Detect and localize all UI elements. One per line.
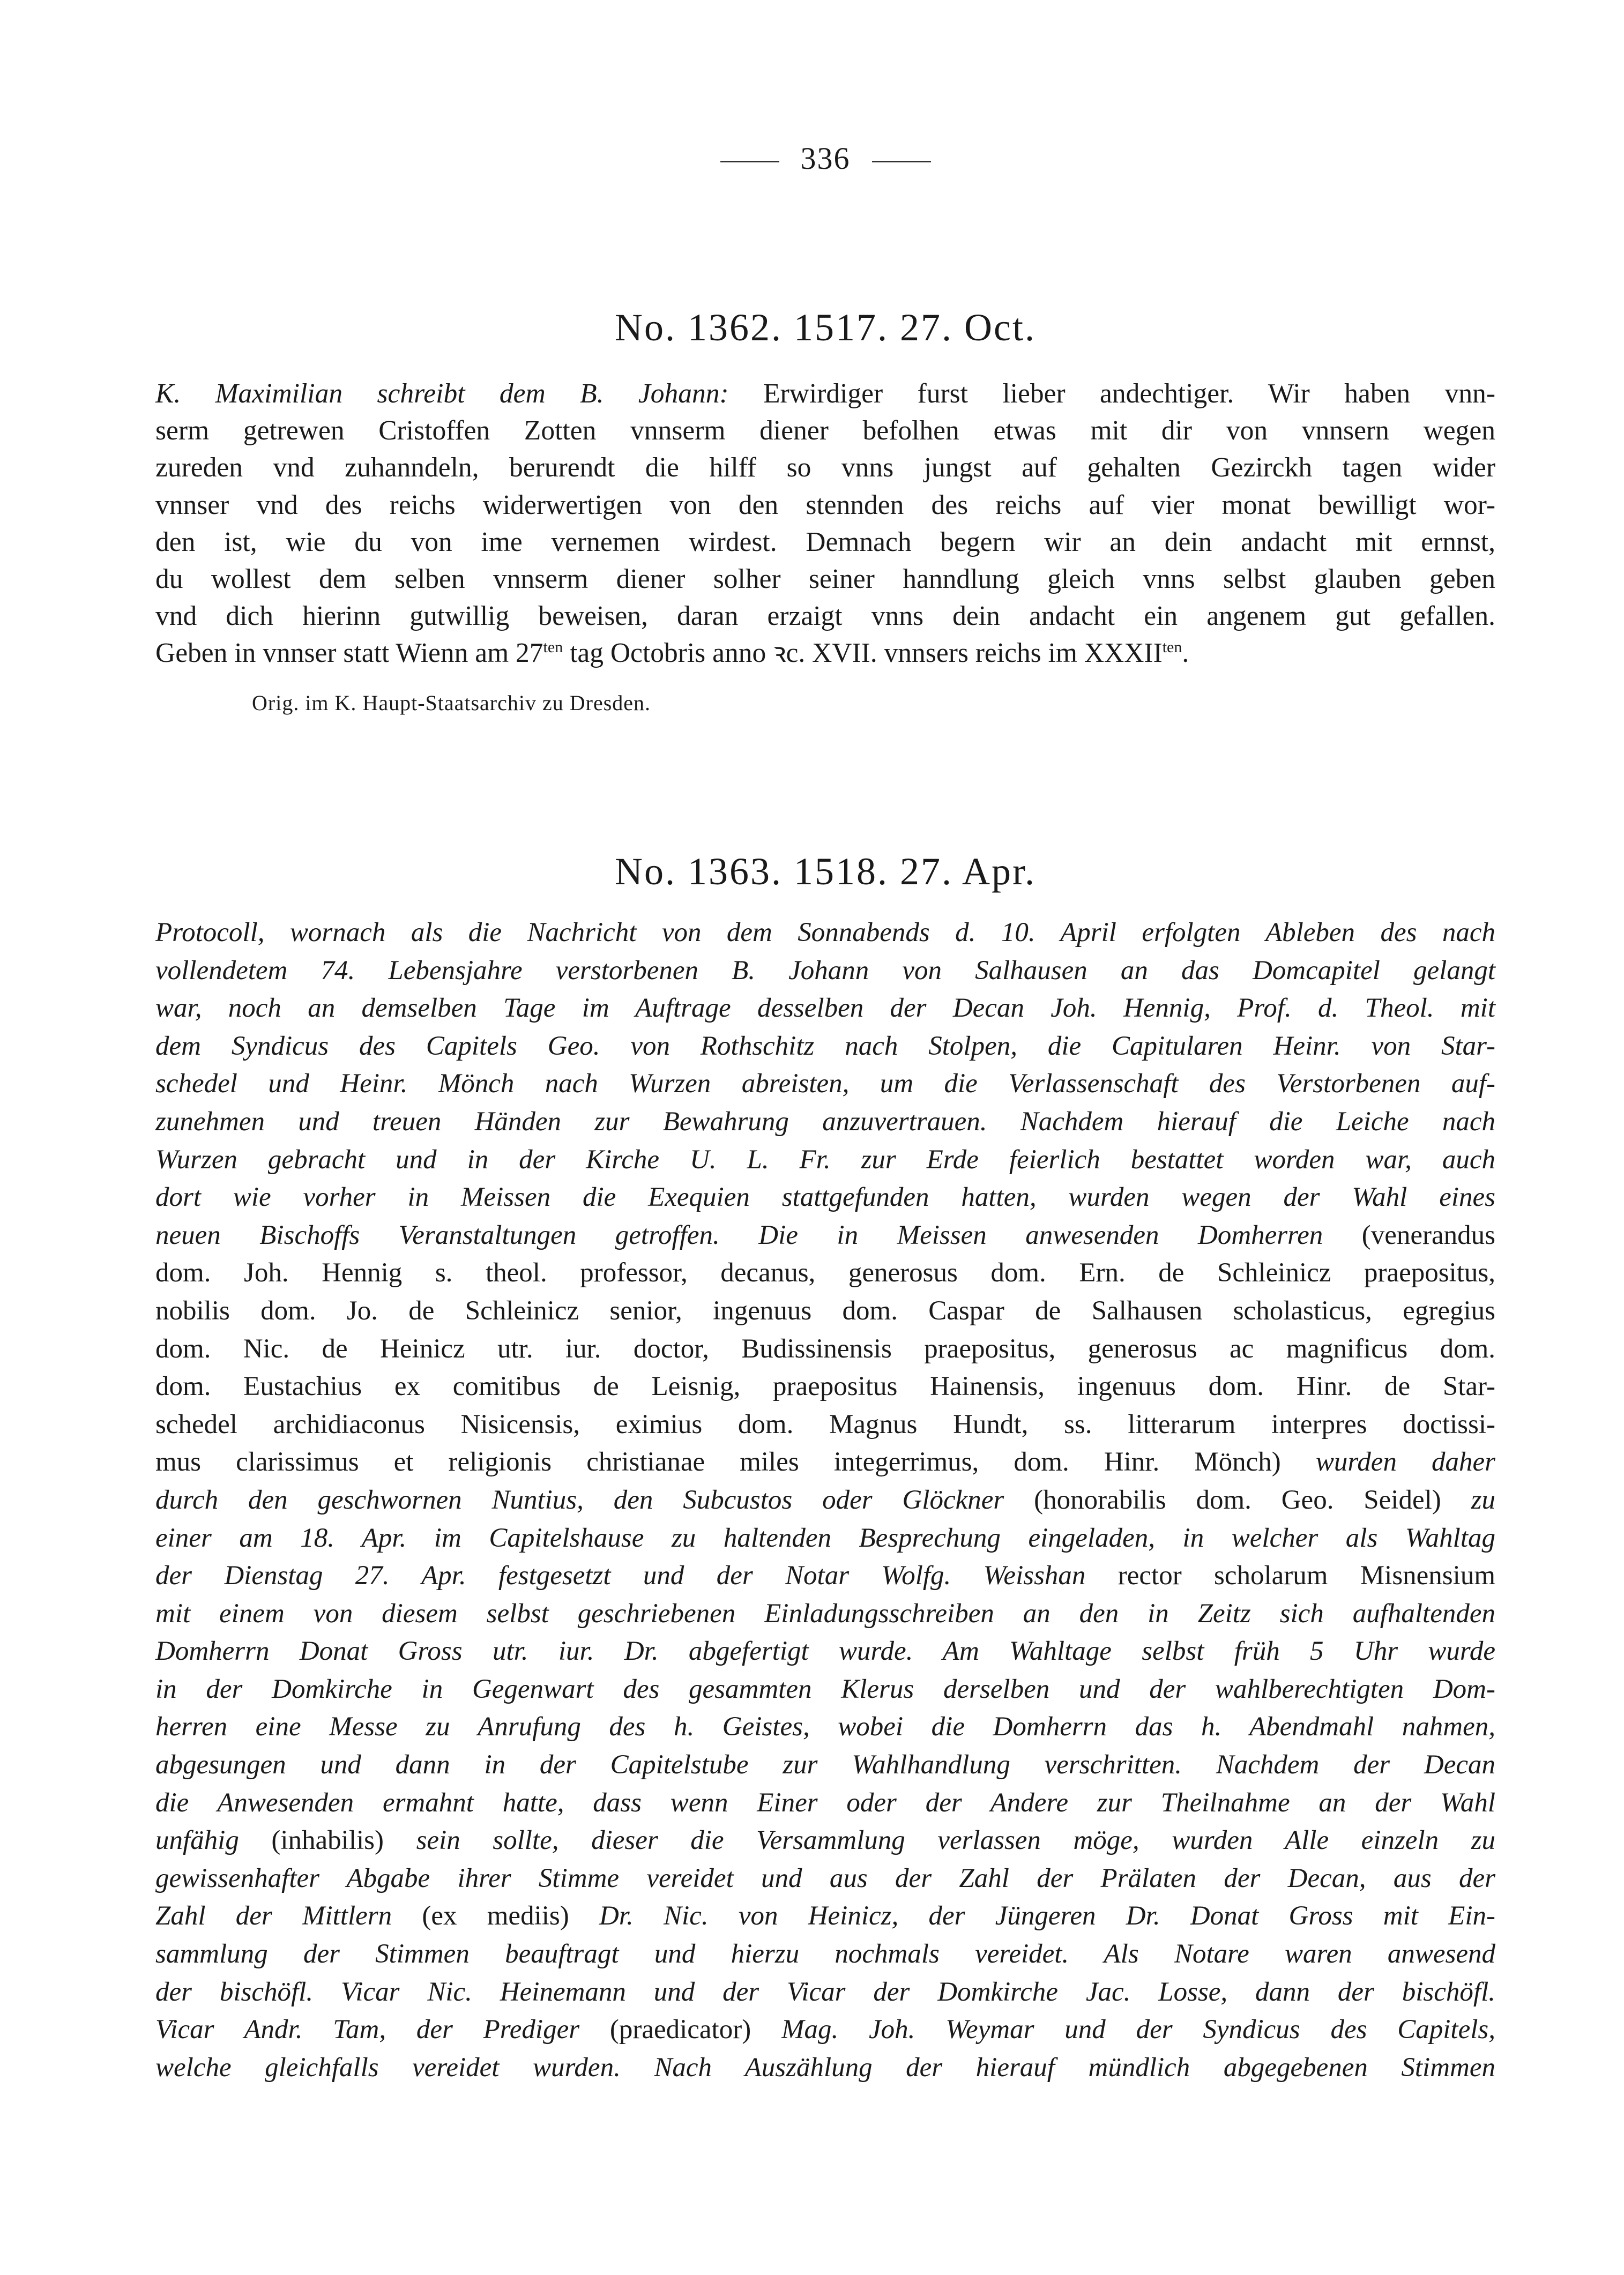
italic-text: sein sollte, dieser die Versammlung verlassen möge, wurden Alle einzeln zu: [416, 1825, 1495, 1856]
left-dash: [720, 161, 779, 162]
italic-text: Zahl der Mittlern: [155, 1901, 392, 1931]
text-line: [155, 1632, 1495, 1670]
italic-text: Nach Auszählung der hierauf mündlich abgegebenen Stimmen: [654, 2052, 1496, 2083]
italic-text: mit einem von diesem selbst geschriebenen Einladungsschreiben an den in Zeitz sich aufhaltenden: [155, 1598, 1495, 1629]
text-line: [155, 1708, 1495, 1746]
italic-text: Dr. Nic. von Heinicz, der Jüngeren Dr. Donat Gross mit Ein-: [599, 1901, 1495, 1931]
text-line: [155, 1519, 1495, 1557]
text-line: [155, 1292, 1495, 1330]
text-line: [155, 1481, 1495, 1519]
text-segment: dom. Joh. Hennig s. theol. professor, decanus, generosus dom. Ern. de Schleinicz praepositus,: [155, 1258, 1495, 1288]
italic-text: dem Syndicus des Capitels Geo. von Rothschitz nach Stolpen, die Capitularen Heinr. von Star-: [155, 1031, 1495, 1061]
text-line: [155, 1141, 1495, 1179]
italic-text: wurden daher: [1280, 1447, 1495, 1478]
text-segment: dom. Nic. de Heinicz utr. iur. doctor, Budissinensis praepositus, generosus ac magnificus dom.: [155, 1333, 1495, 1364]
text-line: [155, 1368, 1495, 1406]
page: [155, 0, 1495, 2275]
text-segment: tag Octobris anno ꝛc. XVII. vnnsers reichs im XXXII: [563, 638, 1163, 669]
superscript: ten: [1162, 638, 1182, 657]
italic-text: Vicar Andr. Tam, der Prediger: [155, 2015, 580, 2045]
italic-text: war, noch an demselben Tage im Auftrage desselben der Decan Joh. Hennig, Prof. d. Theol. mit: [155, 993, 1495, 1024]
text-line: [155, 914, 1495, 952]
text-line: [155, 1973, 1495, 2011]
text-line: [155, 1935, 1495, 1973]
italic-text: in der Domkirche in Gegenwart des gesammten Klerus derselben und der wahlberechtigten Dom-: [155, 1674, 1495, 1704]
italic-text: sammlung der Stimmen beauftragt und hierzu nochmals vereidet. Als Notare waren anwesend: [155, 1939, 1495, 1970]
text-segment: schedel archidiaconus Nisicensis, eximius dom. Magnus Hundt, ss. litterarum interpres doctissi-: [155, 1409, 1495, 1439]
text-line: [155, 1670, 1495, 1709]
text-line: [155, 1217, 1495, 1255]
italic-text: welche gleichfalls vereidet wurden.: [155, 2052, 621, 2083]
text-line: [155, 561, 1495, 598]
text-segment: (inhabilis): [239, 1825, 416, 1856]
superscript: ten: [543, 638, 563, 657]
text-segment: vnnser vnd des reichs widerwertigen von den stennden des reichs auf vier monat bewilligt wor-: [155, 489, 1495, 520]
text-line: [155, 952, 1495, 990]
text-segment: zureden vnd zuhanndeln, berurendt die hilff so vnns jungst auf gehalten Gezirckh tagen wider: [155, 452, 1495, 483]
italic-text: neuen Bischoffs Veranstaltungen getroffen. Die in Meissen anwesenden Domherren: [155, 1220, 1323, 1250]
italic-text: zunehmen und treuen Händen zur Bewahrung anzuvertrauen. Nachdem hierauf die Leiche nach: [155, 1106, 1495, 1137]
text-line: [155, 412, 1495, 449]
text-line: [155, 1330, 1495, 1368]
text-line: [155, 989, 1495, 1027]
italic-text: K. Maximilian schreibt dem B. Johann:: [155, 378, 729, 409]
italic-text: herren eine Messe zu Anrufung des h. Geistes, wobei die Domherrn das h. Abendmahl nahmen,: [155, 1712, 1495, 1742]
italic-text: der bischöfl. Vicar Nic. Heinemann und der Vicar der Domkirche Jac. Losse, dann der bischöfl.: [155, 1976, 1495, 2007]
italic-text: Mag. Joh. Weymar und der Syndicus des Capitels,: [781, 2015, 1496, 2045]
text-segment: vnd dich hierinn gutwillig beweisen, daran erzaigt vnns dein andacht ein angenem gut gefallen.: [155, 601, 1495, 632]
page-number: 336: [155, 140, 1495, 176]
text-line: [155, 1103, 1495, 1141]
text-segment: nobilis dom. Jo. de Schleinicz senior, ingenuus dom. Caspar de Salhausen scholasticus, egregius: [155, 1295, 1495, 1326]
text-line: [155, 1860, 1495, 1898]
italic-text: gewissenhafter Abgabe ihrer Stimme vereidet und aus der Zahl der Prälaten der Decan, aus der: [155, 1863, 1495, 1893]
italic-text: Domherrn Donat Gross utr. iur. Dr. abgefertigt wurde. Am Wahltage selbst früh 5 Uhr wurde: [155, 1636, 1495, 1667]
text-line: [155, 1595, 1495, 1633]
italic-text: abgesungen und dann in der Capitelstube zur Wahlhandlung verschritten. Nachdem der Decan: [155, 1750, 1495, 1780]
italic-text: unfähig: [155, 1825, 239, 1856]
text-segment: Erwirdiger furst lieber andechtiger. Wir haben vnn-: [728, 378, 1495, 409]
italic-text: die Anwesenden ermahnt hatte, dass wenn Einer oder der Andere zur Theilnahme an der Wahl: [155, 1787, 1495, 1818]
text-segment: mus clarissimus et religionis christianae miles integerrimus, dom. Hinr. Mönch): [155, 1447, 1281, 1478]
text-line: [155, 1897, 1495, 1935]
text-segment: serm getrewen Cristoffen Zotten vnnserm diener befolhen etwas mit dir von vnnsern wegen: [155, 415, 1495, 446]
text-segment: [621, 2053, 654, 2083]
text-line: [155, 449, 1495, 486]
text-line: [155, 1027, 1495, 1065]
text-line: [155, 375, 1495, 412]
text-line: [155, 1746, 1495, 1784]
text-segment: (honorabilis dom. Geo. Seidel): [1004, 1485, 1471, 1515]
italic-text: zu: [1471, 1485, 1495, 1515]
text-line: [155, 2011, 1495, 2049]
text-segment: (ex mediis): [392, 1901, 599, 1931]
text-line: [155, 2049, 1495, 2087]
text-line: [155, 1178, 1495, 1217]
entry-1362-text: [155, 375, 1495, 672]
text-segment: (praedicator): [579, 2015, 781, 2045]
text-segment: (venerandus: [1323, 1220, 1495, 1250]
entry-1363-heading: No. 1363. 1518. 27. Apr.: [614, 850, 1037, 893]
italic-text: vollendetem 74. Lebensjahre verstorbenen B. Johann von Salhausen an das Domcapitel gelangt: [155, 955, 1495, 986]
text-segment: .: [1182, 638, 1189, 669]
text-line: [155, 1822, 1495, 1860]
text-line: [155, 1557, 1495, 1595]
italic-text: dort wie vorher in Meissen die Exequien stattgefunden hatten, wurden wegen der Wahl eines: [155, 1182, 1495, 1213]
text-line: [155, 1254, 1495, 1292]
entry-1362-heading: No. 1362. 1517. 27. Oct.: [615, 306, 1036, 349]
italic-text: einer am 18. Apr. im Capitelshause zu haltenden Besprechung eingeladen, in welcher als Wahltag: [155, 1523, 1495, 1553]
italic-text: durch den geschwornen Nuntius, den Subcustos oder Glöckner: [155, 1485, 1004, 1515]
text-segment: Geben in vnnser statt Wienn am 27: [155, 638, 543, 669]
text-line: [155, 1784, 1495, 1822]
text-line: [155, 524, 1495, 561]
right-dash: [872, 161, 931, 162]
text-line: [155, 598, 1495, 635]
text-line: [155, 635, 1495, 672]
italic-text: der Dienstag 27. Apr. festgesetzt und der Notar Wolfg. Weisshan: [155, 1561, 1086, 1591]
italic-text: Protocoll, wornach als die Nachricht von dem Sonnabends d. 10. April erfolgten Ableben des nach: [155, 918, 1495, 948]
text-segment: den ist, wie du von ime vernemen wirdest. Demnach begern wir an dein andacht mit ernnst,: [155, 526, 1495, 557]
text-segment: du wollest dem selben vnnserm diener solher seiner hanndlung gleich vnns selbst glauben geben: [155, 564, 1495, 595]
text-segment: dom. Eustachius ex comitibus de Leisnig, praepositus Hainensis, ingenuus dom. Hinr. de Star-: [155, 1371, 1495, 1402]
text-line: [155, 1443, 1495, 1481]
entry-1363-text: [155, 914, 1495, 2086]
text-segment: rector scholarum Misnensium: [1085, 1561, 1495, 1591]
italic-text: schedel und Heinr. Mönch nach Wurzen abreisten, um die Verlassenschaft des Verstorbenen auf-: [155, 1069, 1495, 1099]
archive-note: Orig. im K. Haupt-Staatsarchiv zu Dresden.: [252, 691, 651, 715]
text-line: [155, 487, 1495, 524]
text-line: [155, 1065, 1495, 1103]
text-line: [155, 1406, 1495, 1444]
italic-text: Wurzen gebracht und in der Kirche U. L. Fr. zur Erde feierlich bestattet worden war, auch: [155, 1144, 1495, 1175]
